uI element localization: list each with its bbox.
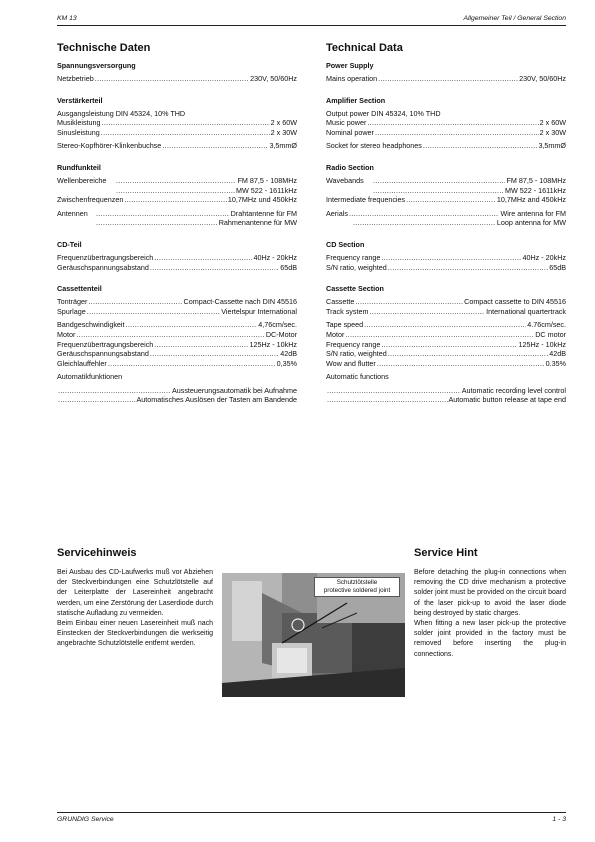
laser-pickup-photo (222, 573, 405, 697)
header-model: KM 13 (57, 15, 77, 22)
spec-row: Motor ..... DC-Motor (57, 330, 297, 340)
page-title-en: Technical Data (326, 42, 403, 54)
service-text-en-2: When fitting a new laser pick-up the protective solder joint provided in the factory must be removed before inserting the plug-in connections. (414, 620, 566, 658)
spec-row: Frequency range ..... 125Hz - 10kHz (326, 340, 566, 350)
service-text-en: Before detaching the plug-in connections when removing the CD drive mechanism a protective solder joint must be provided on the circuit board of the laser pick-up to avoid the laser diode being destroyed by static charges. (414, 569, 566, 617)
section-heading: Power Supply (326, 61, 374, 70)
spec-row: Frequenzübertragungsbereich ..... 40Hz - 20kHz (57, 253, 297, 263)
spec-row: Wavebands ..... FM 87,5 - 108MHz (326, 176, 566, 186)
radio-section-en (326, 163, 566, 228)
spec-row: Spurlage ..... Viertelspur International (57, 307, 297, 317)
spec-row: Nominal power ..... 2 x 30W (326, 128, 566, 138)
section-heading: Verstärkerteil (57, 95, 103, 105)
spec-note: Output power DIN 45324, 10% THD (326, 108, 441, 118)
spec-row: ..... Automatic button release at tape end (326, 395, 566, 405)
cassette-section-en (326, 284, 566, 405)
footer-brand: GRUNDIG Service (57, 816, 114, 823)
page-footer (57, 812, 566, 825)
auto-heading: Automatikfunktionen (57, 372, 123, 382)
spec-row: ..... Rahmenantenne für MW (57, 218, 297, 228)
spec-row: Wellenbereiche ..... FM 87,5 - 108MHz (57, 176, 297, 186)
spec-row: ..... Automatic recording level control (326, 386, 566, 396)
section-heading: Amplifier Section (326, 95, 386, 105)
spec-row: Intermediate frequencies ..... 10,7MHz and 450kHz (326, 195, 566, 205)
section-heading: CD Section (326, 239, 365, 249)
service-title-en: Service Hint (414, 547, 478, 559)
header-section: Allgemeiner Teil / General Section (463, 15, 566, 22)
spec-row: Mains operation ..... 230V, 50/60Hz (326, 74, 566, 84)
service-text-de-2: Beim Einbau einer neuen Lasereinheit muß nach Einstecken der Steckverbindungen die werkseitig angebrachte Schutzlötstelle entfernt werden. (57, 620, 213, 648)
section-heading: CD-Teil (57, 239, 82, 249)
amp-section-en (326, 96, 566, 151)
spec-row: Socket for stereo headphones ..... 3,5mmØ (326, 141, 566, 151)
auto-heading: Automatic functions (326, 372, 389, 382)
spec-row: ..... Loop antenna for MW (326, 218, 566, 228)
service-text-de: Bei Ausbau des CD-Laufwerks muß vor Abziehen der Steckverbindungen eine Schutzlötstelle auf der Leiterplatte der Lasereinheit angebracht werden, um eine Zerstörung der Laserdiode durch statische Aufladung zu vermeiden. (57, 569, 213, 617)
spec-row: Sinusleistung ..... 2 x 30W (57, 128, 297, 138)
spec-row: ..... MW 522 - 1611kHz (326, 186, 566, 196)
service-hint-de (57, 547, 213, 650)
english-specs (326, 42, 566, 417)
spec-row: Cassette ..... Compact cassette to DIN 45516 (326, 297, 566, 307)
section-heading: Rundfunkteil (57, 162, 101, 172)
spec-row: Gleichlauffehler ..... 0,35% (57, 359, 297, 369)
power-section-de (57, 61, 297, 84)
page-header (57, 14, 566, 26)
section-heading: Radio Section (326, 162, 374, 172)
spec-row: ..... Aussteuerungsautomatik bei Aufnahme (57, 386, 297, 396)
spec-row: Stereo-Kopfhörer-Klinkenbuchse ..... 3,5mmØ (57, 141, 297, 151)
service-title-de: Servicehinweis (57, 547, 137, 559)
spec-row: Geräuschspannungsabstand ..... 65dB (57, 263, 297, 273)
cassette-section-de (57, 284, 297, 405)
solder-joint-callout: Schutzlötstelle protective soldered joint (314, 577, 400, 597)
cd-section-en (326, 240, 566, 272)
spec-row: Zwischenfrequenzen ..... 10,7MHz und 450kHz (57, 195, 297, 205)
spec-row: Frequency range ..... 40Hz - 20kHz (326, 253, 566, 263)
power-section-en (326, 61, 566, 84)
spec-row: S/N ratio, weighted ..... 65dB (326, 263, 566, 273)
spec-row: Antennen ..... Drahtantenne für FM (57, 209, 297, 219)
spec-row: Frequenzübertragungsbereich ..... 125Hz - 10kHz (57, 340, 297, 350)
section-heading: Spannungsversorgung (57, 61, 136, 70)
page-title-de: Technische Daten (57, 42, 151, 54)
spec-row: Motor ..... DC motor (326, 330, 566, 340)
spec-row: Netzbetrieb ..... 230V, 50/60Hz (57, 74, 297, 84)
spec-row: Geräuschspannungsabstand ..... 42dB (57, 349, 297, 359)
spec-row: Musikleistung ..... 2 x 60W (57, 118, 297, 128)
spec-row: Bandgeschwindigkeit ..... 4,76cm/sec. (57, 320, 297, 330)
spec-row: Aerials ..... Wire antenna for FM (326, 209, 566, 219)
spec-row: ..... Automatisches Auslösen der Tasten am Bandende (57, 395, 297, 405)
radio-section-de (57, 163, 297, 228)
spec-row: ..... MW 522 - 1611kHz (57, 186, 297, 196)
spec-row: Music power ..... 2 x 60W (326, 118, 566, 128)
german-specs (57, 42, 297, 417)
spec-row: Tonträger ..... Compact-Cassette nach DIN 45516 (57, 297, 297, 307)
section-heading: Cassettenteil (57, 284, 102, 294)
spec-row: Wow and flutter ..... 0.35% (326, 359, 566, 369)
page-number: 1 - 3 (552, 816, 566, 823)
section-heading: Cassette Section (326, 284, 384, 294)
spec-row: S/N ratio, weighted ..... 42dB (326, 349, 566, 359)
spec-note: Ausgangsleistung DIN 45324, 10% THD (57, 108, 186, 118)
amp-section-de (57, 96, 297, 151)
spec-row: Tape speed ..... 4.76cm/sec. (326, 320, 566, 330)
cd-section-de (57, 240, 297, 272)
spec-row: Track system ..... International quartertrack (326, 307, 566, 317)
service-hint-en (414, 547, 566, 660)
